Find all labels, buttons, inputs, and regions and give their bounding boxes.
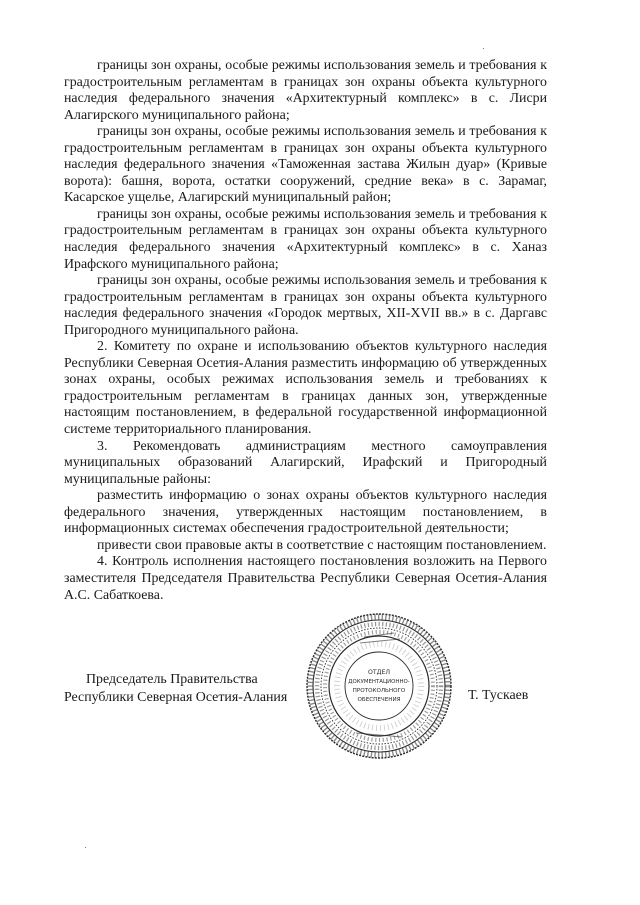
paragraph-item-3-publish: разместить информацию о зонах охраны объектов культурного наследия федерального значения, утвержденных настоящим постановлением, в информационных системах обеспечения градостроительной деятельности;: [64, 488, 547, 537]
official-seal-stamp: [304, 611, 454, 761]
paragraph-khanaz-zones: границы зон охраны, особые режимы использования земель и требования к градостроительным регламентам в границах зон охраны объекта культурного наследия федерального значения «Архитектурный комплекс» в с. Ханаз Ирафского муниципального района;: [64, 206, 547, 272]
stamp-center-line-3: ПРОТОКОЛЬНОГО: [352, 688, 406, 694]
paragraph-dargavs-zones: границы зон охраны, особые режимы использования земель и требования к градостроительным регламентам в границах зон охраны объекта культурного наследия федерального значения «Городок мертвых, XII-XVII вв.» в с. Даргавс Пригородного муниципального района.: [64, 273, 547, 338]
signatory-name: Т. Тускаев: [468, 688, 529, 703]
signatory-title-line2: Республики Северная Осетия-Алания: [64, 690, 288, 705]
paragraph-item-3-acts: привести свои правовые акты в соответствие с настоящим постановлением.: [97, 537, 547, 553]
paragraph-lisri-zones: границы зон охраны, особые режимы использования земель и требования к градостроительным регламентам в границах зон охраны объекта культурного наследия федерального значения «Архитектурный комплекс» в с. Лисри Алагирского муниципального района;: [64, 58, 547, 123]
stamp-center-line-2: ДОКУМЕНТАЦИОННО-: [348, 679, 410, 685]
scan-speck: [483, 48, 484, 49]
paragraph-item-2: 2. Комитету по охране и использованию объектов культурного наследия Республики Северная Осетия-Алания разместить информацию об утвержденных зонах охраны, особых режимах использования земель и требованиях к градостроительным регламентам в границах данных зон, утвержденные настоящим постановлением, в федеральной государственной информационной системе территориального планирования.: [64, 339, 547, 438]
paragraph-zaramag-zones: границы зон охраны, особые режимы использования земель и требования к градостроительным регламентам в границах зон охраны объекта культурного наследия федерального значения «Таможенная застава Жилын дуар» (Кривые ворота): башня, ворота, остатки сооружений, средние века» в с. Зарамаг, Касарское ущелье, Алагирский муниципальный район;: [64, 124, 547, 206]
document-body: [64, 58, 547, 604]
signatory-title: [64, 671, 314, 707]
stamp-center-line-4: ОБЕСПЕЧЕНИЯ: [357, 697, 401, 703]
paragraph-item-3: 3. Рекомендовать администрациям местного самоуправления муниципальных образований Алагирский, Ирафский и Пригородный муниципальные районы:: [64, 438, 547, 487]
signatory-title-line1: Председатель Правительства: [86, 672, 258, 687]
stamp-center-line-1: ОТДЕЛ: [367, 669, 391, 676]
paragraph-item-4: 4. Контроль исполнения настоящего постановления возложить на Первого заместителя Председателя Правительства Республики Северная Осетия-Алания А.С. Сабаткоева.: [64, 554, 547, 603]
scan-speck: [85, 847, 86, 848]
